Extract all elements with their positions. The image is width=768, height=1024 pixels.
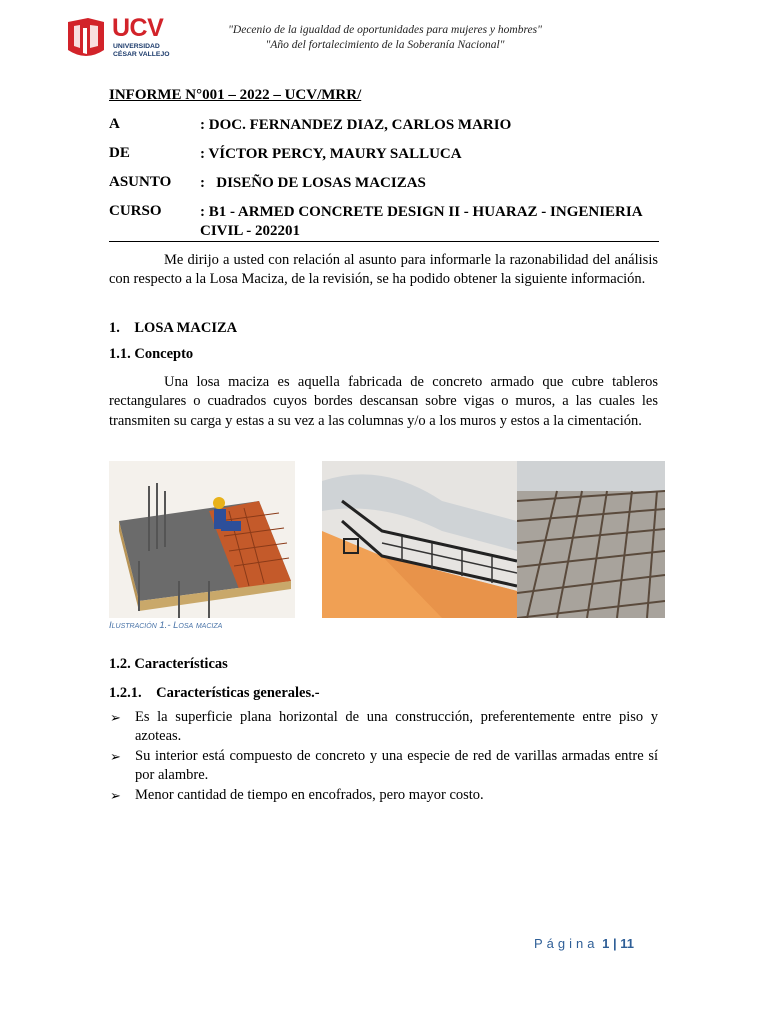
footer-page-number: 1	[602, 936, 610, 951]
field-value-de: : VÍCTOR PERCY, MAURY SALLUCA	[200, 146, 462, 162]
footer-separator: |	[612, 936, 617, 951]
arrow-bullet-icon: ➢	[110, 710, 121, 725]
logo-text: UCV	[112, 14, 164, 42]
page-footer	[534, 936, 634, 951]
section-1-title: 1. LOSA MACIZA	[109, 320, 238, 336]
section-1-1-title: 1.1. Concepto	[109, 346, 194, 362]
field-label-asunto: ASUNTO	[109, 174, 172, 190]
intro-paragraph: Me dirijo a usted con relación al asunto para informarle la razonabilidad del análisis con respecto a la Losa Maciza, de la revisión, se ha podido obtener la siguiente información.	[109, 252, 658, 288]
slab-worker-illustration	[109, 461, 295, 618]
field-label-curso: CURSO	[109, 203, 162, 219]
motto-line-1: "Decenio de la igualdad de oportunidades para mujeres y hombres"	[228, 24, 542, 36]
field-label-a: A	[109, 116, 120, 132]
ucv-logo	[66, 16, 172, 62]
caption-text: Losa maciza	[173, 620, 223, 631]
bullet-item	[110, 708, 658, 747]
bullet-text: Su interior está compuesto de concreto y una especie de red de varillas armadas entre sí por alambre.	[135, 748, 658, 784]
field-value-asunto: : DISEÑO DE LOSAS MACIZAS	[200, 175, 426, 191]
bullet-item	[110, 786, 658, 805]
informe-title: INFORME N°001 – 2022 – UCV/MRR/	[109, 87, 362, 103]
arrow-bullet-icon: ➢	[110, 788, 121, 803]
field-label-de: DE	[109, 145, 130, 161]
rebar-mesh-photo	[517, 461, 665, 618]
caption-prefix: Ilustración 1.-	[109, 620, 171, 631]
slab-section-diagram	[322, 461, 517, 618]
motto-line-2: "Año del fortalecimiento de la Soberanía Nacional"	[265, 39, 505, 51]
section-1-2-title: 1.2. Características	[109, 656, 228, 672]
footer-total-pages: 11	[620, 936, 634, 951]
field-value-curso: : B1 - ARMED CONCRETE DESIGN II - HUARAZ - INGENIERIA CIVIL - 202201	[200, 204, 642, 239]
footer-label: Página	[534, 936, 599, 951]
logo-sub1: UNIVERSIDAD	[113, 43, 160, 50]
bullet-text: Es la superficie plana horizontal de una construcción, preferentemente entre piso y azoteas.	[135, 709, 658, 745]
logo-sub2: CÉSAR VALLEJO	[113, 51, 170, 58]
header-divider	[109, 241, 659, 242]
arrow-bullet-icon: ➢	[110, 749, 121, 764]
section-1-2-1-title: 1.2.1. Características generales.-	[109, 685, 320, 701]
figure-caption	[109, 620, 222, 631]
bullet-item	[110, 747, 658, 786]
field-value-a: : DOC. FERNANDEZ DIAZ, CARLOS MARIO	[200, 117, 512, 133]
bullet-text: Menor cantidad de tiempo en encofrados, pero mayor costo.	[135, 787, 484, 803]
concept-paragraph: Una losa maciza es aquella fabricada de concreto armado que cubre tableros rectangulares o cuadrados cuyos bordes descansan sobre vigas o muros, a las cuales les transmiten su carga y estas a su vez a las columnas y/o a los muros y estos a la cimentación.	[109, 374, 658, 429]
